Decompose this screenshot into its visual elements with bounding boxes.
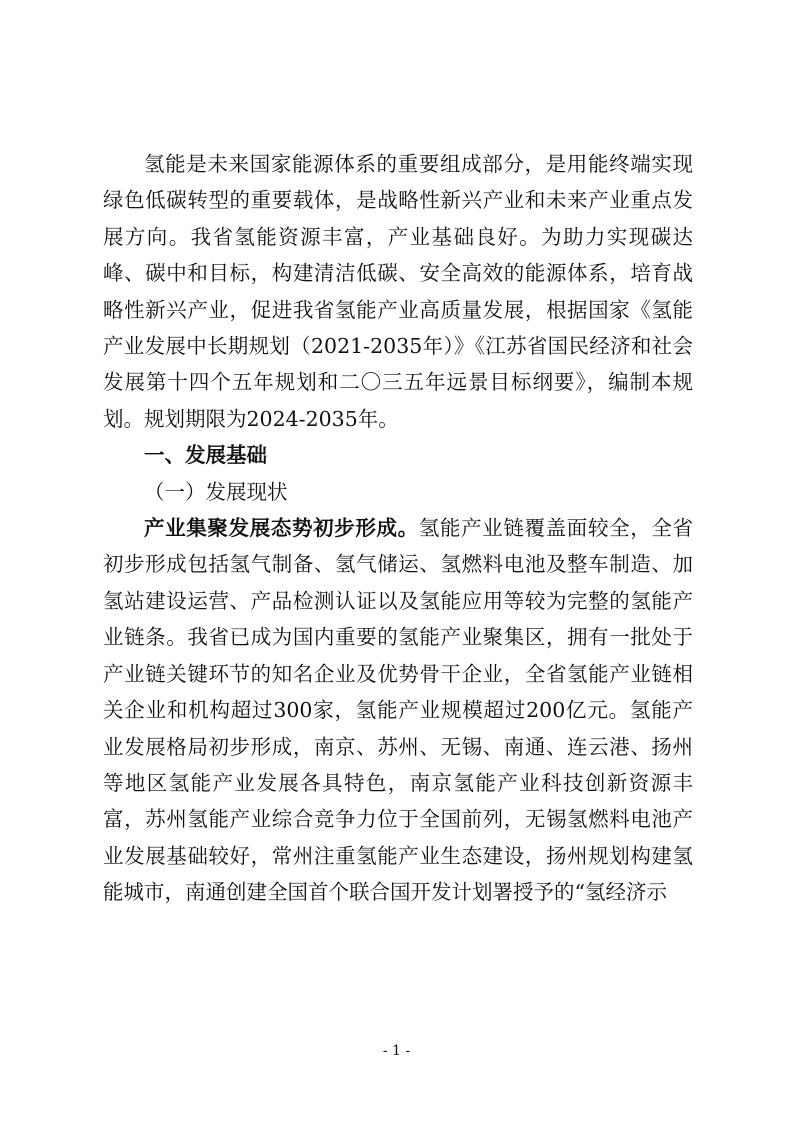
section-heading: 一、发展基础 <box>144 443 267 468</box>
industry-cluster-paragraph <box>103 510 693 910</box>
subsection-heading: （一）发展现状 <box>144 479 288 504</box>
document-body <box>103 146 693 911</box>
paragraph-lead-sentence: 产业集聚发展态势初步形成。 <box>144 516 419 541</box>
paragraph-body-text: 氢能产业链覆盖面较全，全省初步形成包括氢气制备、氢气储运、氢燃料电池及整车制造、加氢站建设运营、产品检测认证以及氢能应用等较为完整的氢能产业链条。我省已成为国内重要的氢能产业聚集区，拥有一批处于产业链关键环节的知名企业及优势骨干企业，全省氢能产业链相关企业和机构超过300家，氢能产业规模超过200亿元。氢能产业发展格局初步形成，南京、苏州、无锡、南通、连云港、扬州等地区氢能产业发展各具特色，南京氢能产业科技创新资源丰富，苏州氢能产业综合竞争力位于全国前列，无锡氢燃料电池产业发展基础较好，常州注重氢能产业生态建设，扬州规划构建氢能城市，南通创建全国首个联合国开发计划署授予的“氢经济示 <box>103 516 694 905</box>
page-number: - 1 - <box>382 1043 411 1059</box>
intro-paragraph: 氢能是未来国家能源体系的重要组成部分，是用能终端实现绿色低碳转型的重要载体，是战略性新兴产业和未来产业重点发展方向。我省氢能资源丰富，产业基础良好。为助力实现碳达峰、碳中和目标，构建清洁低碳、安全高效的能源体系，培育战略性新兴产业，促进我省氢能产业高质量发展，根据国家《氢能产业发展中长期规划（2021-2035年）》《江苏省国民经济和社会发展第十四个五年规划和二〇三五年远景目标纲要》，编制本规划。规划期限为2024-2035年。 <box>103 152 693 431</box>
